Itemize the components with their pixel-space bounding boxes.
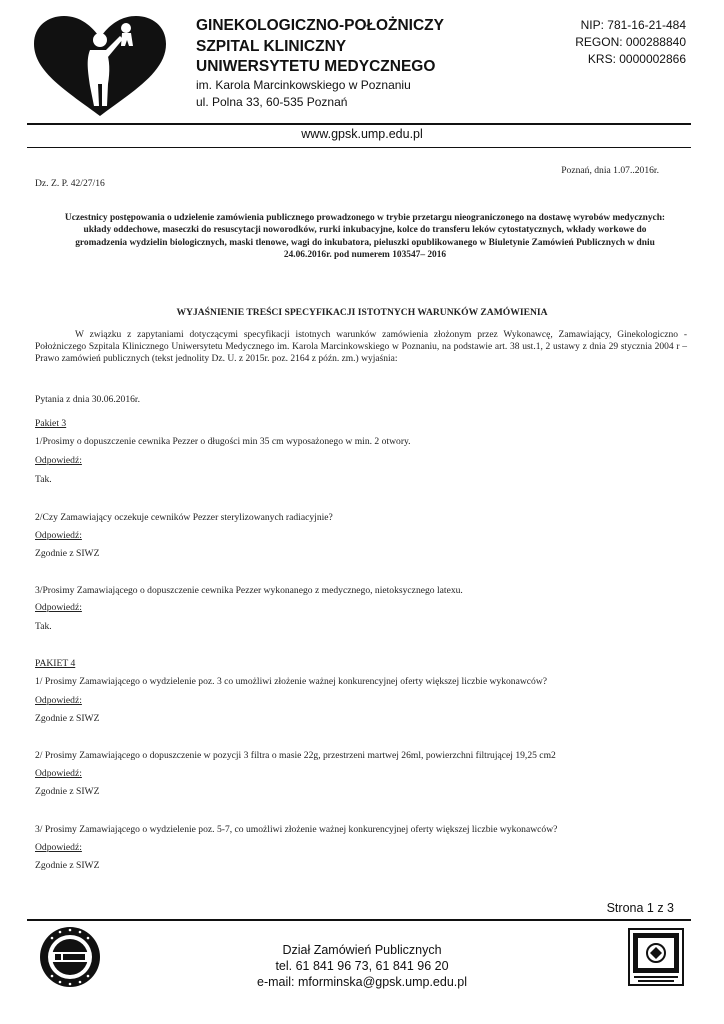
question-text: 3/Prosimy Zamawiającego o dopuszczenie cewnika Pezzer wykonanego z medycznego, nietoksycznego latexu.	[35, 585, 463, 596]
answer-text: Zgodnie z SIWZ	[35, 786, 100, 797]
nip-number: NIP: 781-16-21-484	[580, 18, 686, 32]
hospital-name-line3: UNIWERSYTETU MEDYCZNEGO	[196, 58, 436, 75]
questions-date: Pytania z dnia 30.06.2016r.	[35, 394, 140, 405]
answer-label: Odpowiedź:	[35, 842, 82, 853]
question-text: 3/ Prosimy Zamawiającego o wydzielenie poz. 5-7, co umożliwi złożenie ważnej konkurencyjnej oferty większej liczbie wykonawców?	[35, 824, 558, 835]
question-text: 1/Prosimy o dopuszczenie cewnika Pezzer o długości min 35 cm wyposażonego w min. 2 otwory.	[35, 436, 411, 447]
document-title: WYJAŚNIENIE TREŚCI SPECYFIKACJI ISTOTNYCH WARUNKÓW ZAMÓWIENIA	[176, 307, 548, 318]
place-date: Poznań, dnia 1.07..2016r.	[561, 165, 659, 176]
question-text: 2/ Prosimy Zamawiającego o dopuszczenie w pozycji 3 filtra o masie 22g, przestrzeni martwej 26ml, powierzchni filtrującej 19,25 cm2	[35, 750, 556, 761]
reference-number: Dz. Z. P. 42/27/16	[35, 178, 105, 189]
hospital-name-line1: GINEKOLOGICZNO-POŁOŻNICZY	[196, 17, 444, 34]
intro-paragraph: W związku z zapytaniami dotyczącymi specyfikacji istotnych warunków zamówienia złożonym przez Wykonawcę, Zamawiający, Ginekologiczno - Położniczego Szpitala Klinicznego Uniwersytetu Medycznego im. Karola Marcinkowskiego w Poznaniu, na podstawie art. 38 ust.1, 2 ustawy z dnia 29 stycznia 2004 r – Prawo zamówień publicznych (tekst jednolity Dz. U. z 2015r. poz. 2164 z późn. zm.) wyjaśnia:	[35, 330, 687, 364]
answer-label: Odpowiedź:	[35, 530, 82, 541]
footer-divider	[27, 919, 691, 921]
question-text: 2/Czy Zamawiający oczekuje cewników Pezzer sterylizowanych radiacyjnie?	[35, 512, 333, 523]
question-text: 1/ Prosimy Zamawiającego o wydzielenie poz. 3 co umożliwi złożenie ważnej konkurencyjnej oferty większej liczbie wykonawców?	[35, 676, 548, 687]
answer-label: Odpowiedź:	[35, 695, 82, 706]
hospital-name	[196, 16, 444, 78]
header-divider-bottom	[27, 147, 691, 148]
answer-text: Zgodnie z SIWZ	[35, 713, 100, 724]
answer-label: Odpowiedź:	[35, 602, 82, 613]
hospital-patron: im. Karola Marcinkowskiego w Poznaniu	[196, 78, 411, 92]
regon-number: REGON: 000288840	[575, 35, 686, 49]
addressees-paragraph: Uczestnicy postępowania o udzielenie zamówienia publicznego prowadzonego w trybie przetargu nieograniczonego na dostawę wyrobów medycznych: układy oddechowe, maseczki do resuscytacji noworodków, rurki inkubacyjne, kolce do transferu leków cytostatycznych, wkłady workowe do gromadzenia wydzielin biologicznych, maski tlenowe, wagi do inkubatora, pieluszki opublikowanego w Biuletynie Zamówień Publicznych w dniu 24.06.2016r. pod numerem 103547– 2016	[64, 213, 666, 260]
header-divider-top	[27, 123, 691, 125]
website-link[interactable]: www.gpsk.ump.edu.pl	[301, 127, 423, 141]
answer-text: Tak.	[35, 474, 52, 485]
answer-text: Zgodnie z SIWZ	[35, 860, 100, 871]
quality-certificate-icon	[628, 928, 684, 986]
page-number: Strona 1 z 3	[606, 901, 674, 915]
hospital-name-line2: SZPITAL KLINICZNY	[196, 37, 347, 55]
footer-department: Dział Zamówień Publicznych	[282, 943, 442, 957]
answer-text: Zgodnie z SIWZ	[35, 548, 100, 559]
footer-email[interactable]: e-mail: mforminska@gpsk.ump.edu.pl	[257, 975, 467, 989]
answer-text: Tak.	[35, 621, 52, 632]
answer-label: Odpowiedź:	[35, 768, 82, 779]
package-label: PAKIET 4	[35, 658, 76, 669]
hospital-logo	[30, 14, 170, 118]
package-label: Pakiet 3	[35, 418, 67, 429]
krs-number: KRS: 0000002866	[587, 52, 686, 66]
hospital-address: ul. Polna 33, 60-535 Poznań	[196, 95, 348, 109]
footer-phone: tel. 61 841 96 73, 61 841 96 20	[275, 959, 449, 973]
answer-label: Odpowiedź:	[35, 455, 82, 466]
